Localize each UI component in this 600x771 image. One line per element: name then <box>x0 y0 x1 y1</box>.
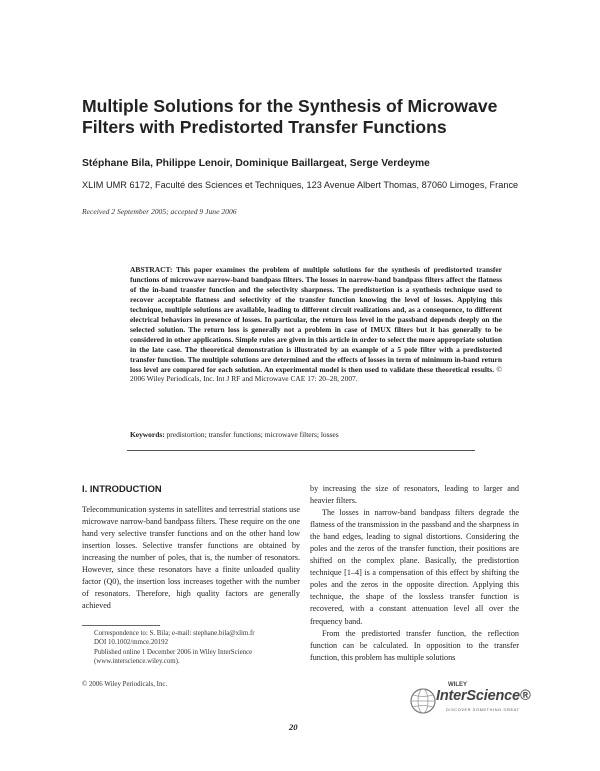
author-list: Stéphane Bila, Philippe Lenoir, Dominique Baillargeat, Serge Verdeyme <box>82 158 430 169</box>
wiley-interscience-logo <box>408 682 531 722</box>
footnote-doi: DOI 10.1002/mmce.20192 <box>94 639 169 647</box>
intro-paragraph-1: Telecommunication systems in satellites and terrestrial stations use microwave narrow-band bandpass filters. These require on the one hand very selective transfer functions and on the other hand low insertion losses. Selective transfer functions are obtained by increasing the number of poles, that is, the number of resonators. However, since these resonators have a finite unloaded quality factor (Q0), the insertion loss increases together with the number of resonators. Therefore, high quality factors are generally achieved <box>82 505 300 611</box>
article-title: Multiple Solutions for the Synthesis of Microwave Filters with Predistorted Transfer Functions <box>82 96 498 137</box>
footnote-rule <box>82 625 160 626</box>
intro-paragraph-2: by increasing the size of resonators, leading to larger and heavier filters. <box>310 484 519 506</box>
footnote-published: Published online 1 December 2006 in Wiley InterScience (www.interscience.wiley.com). <box>94 648 253 666</box>
abstract-text: ABSTRACT: This paper examines the problem of multiple solutions for the synthesis of predistorted transfer functions of microwave narrow-band bandpass filters. The losses in narrow-band bandpass filters affect the flatness of the in-band transfer function and the selectivity sharpness. The predistortion is a synthesis technique used to recover acceptable flatness and selectivity of the transfer function knowing the level of losses. Applying this technique, multiple solutions are available, leading to different circuit realizations and, as a consequence, to different electrical behaviors in presence of losses. In particular, the return loss level in the passband depends deeply on the selected solution. The return loss is generally not a problem in case of IMUX filters but it has generally to be considered in other applications. Simple rules are given in this article in order to select the more appropriate solution in the late case. The theoretical demonstration is illustrated by an example of a 5 pole filter with a predistorted transfer function. The multiple solutions are determined and the effects of losses in term of minimum in-band return loss level are compared for each solution. An experimental model is then used to validate these theoretical results. <box>130 265 502 374</box>
keywords-text: predistortion; transfer functions; microwave filters; losses <box>166 430 339 439</box>
abstract-citation: © 2006 Wiley Periodicals, Inc. Int J RF and Microwave CAE 17: 20–28, 2007. <box>130 364 503 384</box>
footnote-correspondence: Correspondence to: S. Bila; e-mail: stephane.bila@xlim.fr <box>94 630 255 637</box>
globe-icon <box>408 686 438 716</box>
section-heading: I. INTRODUCTION <box>82 483 162 494</box>
keywords-label: Keywords: <box>130 430 165 439</box>
logo-tagline: DISCOVER SOMETHING GREAT <box>446 707 520 712</box>
column-left <box>82 504 300 612</box>
intro-paragraph-3: The losses in narrow-band bandpass filters degrade the flatness of the transmission in the passband and the sharpness in the band edges, leading to signal distortions. Considering the poles and the zeros of the transfer function, their positions are shifted on the complex plane. Basically, the predistortion technique [1–4] is a compensation of this effect by shifting the poles and the zeros in the opposite direction. Applying this technique, the shape of the lossless transfer function is recovered, with a constant attenuation level all over the frequency band. <box>310 508 519 626</box>
section-divider <box>127 450 475 451</box>
column-right <box>310 483 519 664</box>
page-number: 20 <box>289 722 298 732</box>
logo-publisher: WILEY <box>448 682 467 688</box>
affiliation: XLIM UMR 6172, Faculté des Sciences et Techniques, 123 Avenue Albert Thomas, 87060 Limoges, France <box>82 180 519 190</box>
logo-brand: InterScience® <box>436 688 531 704</box>
abstract <box>130 265 502 384</box>
copyright: © 2006 Wiley Periodicals, Inc. <box>82 681 168 688</box>
intro-paragraph-4: From the predistorted transfer function, the reflection function can be calculated. In opposition to the transfer function, this problem has multiple solutions <box>310 628 519 662</box>
footnotes <box>94 629 304 667</box>
keywords <box>130 430 502 439</box>
received-dates: Received 2 September 2005; accepted 9 June 2006 <box>82 207 237 216</box>
